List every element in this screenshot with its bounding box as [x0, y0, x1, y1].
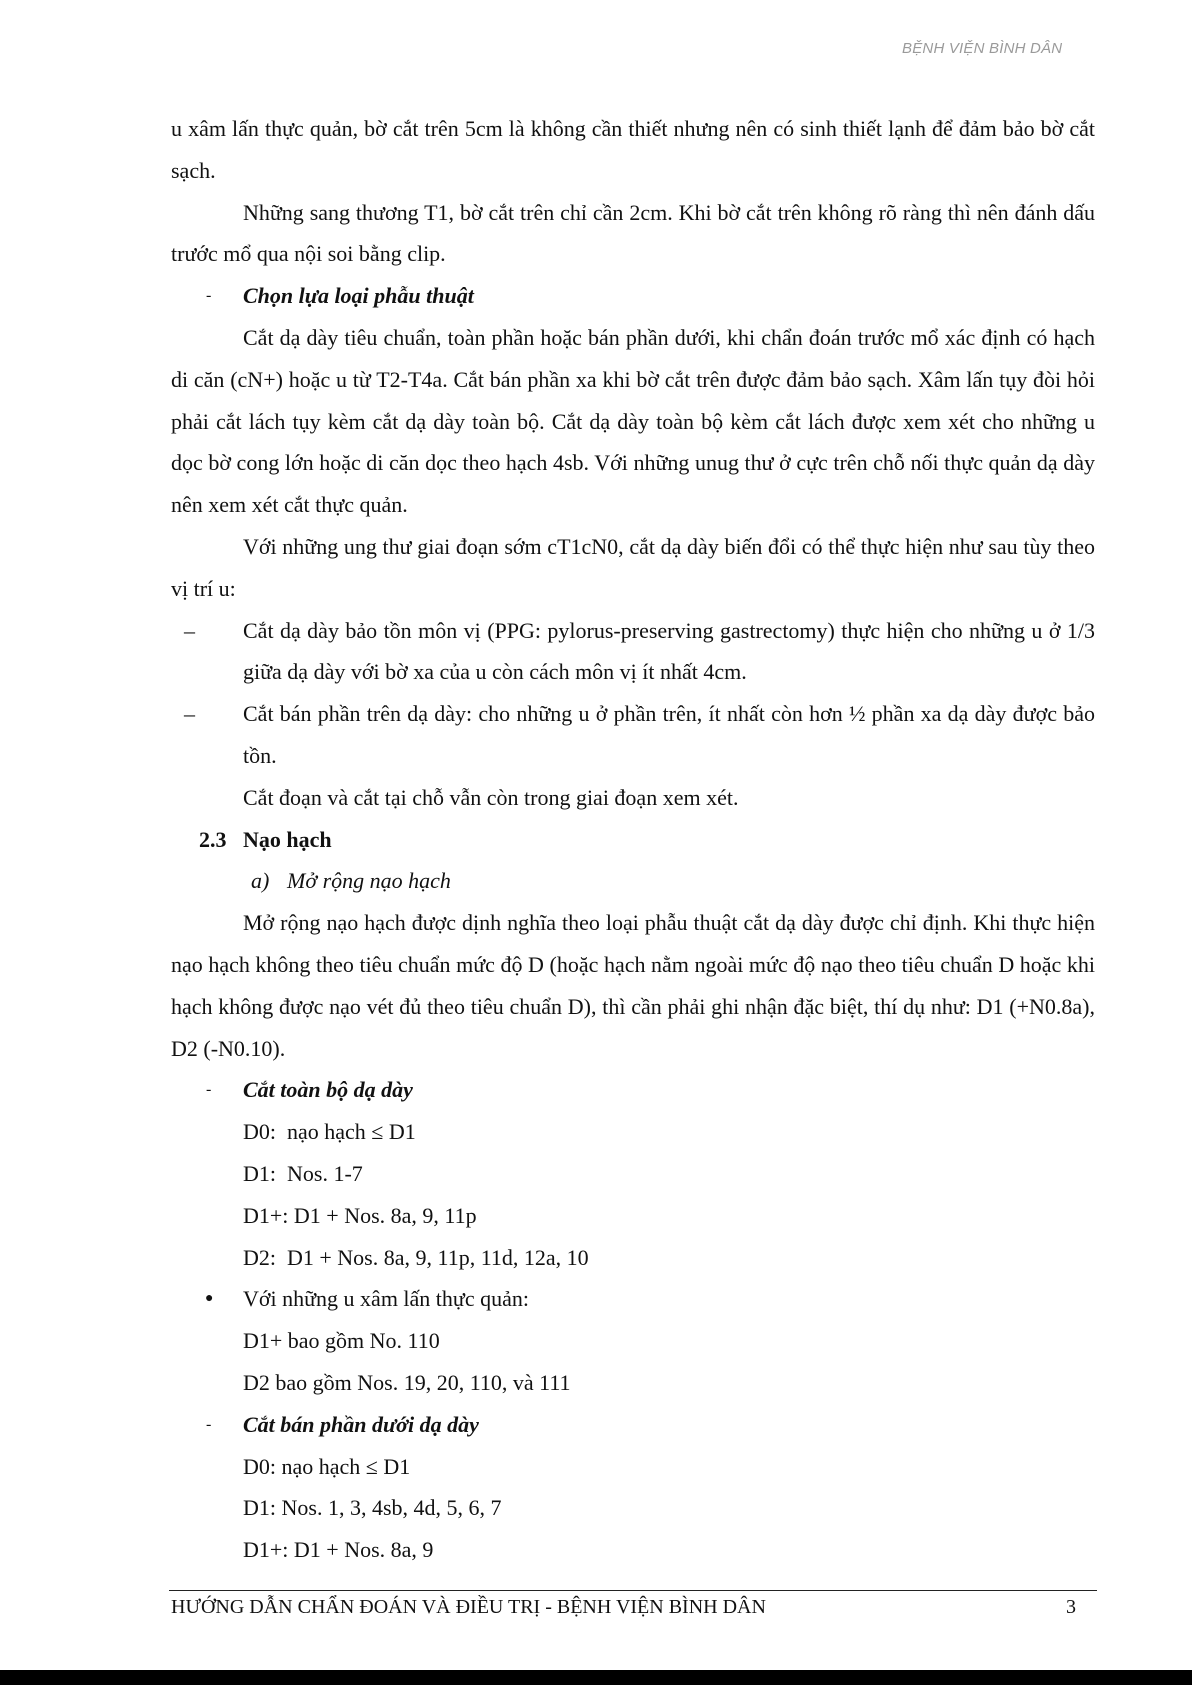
bullet-icon: ● — [205, 1291, 214, 1307]
paragraph-t1-margin: Những sang thương T1, bờ cắt trên chỉ cần 2cm. Khi bờ cắt trên không rõ ràng thì nên đánh dấu trước mổ qua nội soi bằng clip. — [171, 199, 1095, 267]
section-heading-lymphadenectomy — [171, 819, 1095, 861]
list-item: D0: nạo hạch ≤ D1 — [243, 1119, 416, 1145]
list-item-proximal — [171, 693, 1095, 777]
running-header: BỆNH VIỆN BÌNH DÂN — [902, 40, 1063, 57]
section-number: 2.3 — [199, 826, 227, 852]
heading-text: Cắt toàn bộ dạ dày — [243, 1077, 413, 1103]
sub-heading-extent — [171, 860, 1095, 902]
document-body — [171, 108, 1095, 1571]
bullet-text: Với những u xâm lấn thực quản: — [243, 1286, 529, 1312]
paragraph-esophageal-margin: u xâm lấn thực quản, bờ cắt trên 5cm là không cần thiết nhưng nên có sinh thiết lạnh để đảm bảo bờ cắt sạch. — [171, 116, 1095, 183]
heading-text: Cắt bán phần dưới dạ dày — [243, 1411, 479, 1437]
heading-total-gastrectomy — [171, 1069, 1095, 1111]
bottom-edge-bar — [0, 1670, 1192, 1685]
list-item: D2: D1 + Nos. 8a, 9, 11p, 11d, 12a, 10 — [243, 1244, 589, 1270]
list-item-text: Cắt dạ dày bảo tồn môn vị (PPG: pylorus-preserving gastrectomy) thực hiện cho những u ở 1/3 giữa dạ dày với bờ xa của u còn cách môn vị ít nhất 4cm. — [243, 617, 1095, 685]
heading-distal-gastrectomy — [171, 1404, 1095, 1446]
dash-marker: - — [206, 287, 212, 305]
paragraph-early-cancer: Với những ung thư giai đoạn sớm cT1cN0, cắt dạ dày biến đổi có thể thực hiện như sau tùy theo vị trí u: — [171, 533, 1095, 601]
dash-marker: - — [206, 1415, 212, 1433]
list-item: D2 bao gồm Nos. 19, 20, 110, và 111 — [243, 1369, 571, 1395]
list-item: D0: nạo hạch ≤ D1 — [243, 1453, 411, 1479]
list-item: D1+ bao gồm No. 110 — [243, 1328, 440, 1354]
dash-marker: - — [206, 1081, 212, 1099]
page-number: 3 — [1066, 1596, 1076, 1618]
paragraph-segmental: Cắt đoạn và cắt tại chỗ vẫn còn trong giai đoạn xem xét. — [243, 784, 739, 810]
footer-title: HƯỚNG DẪN CHẨN ĐOÁN VÀ ĐIỀU TRỊ - BỆNH VIỆN BÌNH DÂN — [171, 1596, 766, 1618]
paragraph-standard-gastrectomy: Cắt dạ dày tiêu chuẩn, toàn phần hoặc bán phần dưới, khi chẩn đoán trước mổ xác định có hạch di căn (cN+) hoặc u từ T2-T4a. Cắt bán phần xa khi bờ cắt trên được đảm bảo sạch. Xâm lấn tụy đòi hỏi phải cắt lách tụy kèm cắt dạ dày toàn bộ. Cắt dạ dày toàn bộ kèm cắt lách được xem xét cho những u dọc bờ cong lớn hoặc di căn dọc theo hạch 4sb. Với những unug thư ở cực trên chỗ nối thực quản dạ dày nên xem xét cắt thực quản. — [171, 324, 1095, 518]
heading-surgery-choice — [171, 275, 1095, 317]
bullet-esophageal-invasion — [171, 1278, 1095, 1320]
en-dash-marker: – — [184, 701, 195, 727]
list-item-text: Cắt bán phần trên dạ dày: cho những u ở phần trên, ít nhất còn hơn ½ phần xa dạ dày được bảo tồn. — [243, 701, 1095, 768]
list-item: D1: Nos. 1, 3, 4sb, 4d, 5, 6, 7 — [243, 1495, 502, 1521]
footer-divider — [169, 1590, 1097, 1591]
sub-title: Mở rộng nạo hạch — [287, 868, 451, 894]
paragraph-extent-definition: Mở rộng nạo hạch được dịnh nghĩa theo loại phẫu thuật cắt dạ dày được chỉ định. Khi thực hiện nạo hạch không theo tiêu chuẩn mức độ D (hoặc hạch nằm ngoài mức độ nạo theo tiêu chuẩn D hoặc khi hạch không được nạo vét đủ theo tiêu chuẩn D), thì cần phải ghi nhận đặc biệt, thí dụ như: D1 (+N0.8a), D2 (-N0.10). — [171, 910, 1095, 1061]
sub-number: a) — [251, 868, 270, 894]
list-item-ppg — [171, 610, 1095, 694]
en-dash-marker: – — [184, 617, 195, 643]
list-item: D1+: D1 + Nos. 8a, 9, 11p — [243, 1202, 477, 1228]
list-item: D1: Nos. 1-7 — [243, 1160, 363, 1186]
section-title: Nạo hạch — [243, 826, 332, 852]
heading-text: Chọn lựa loại phẫu thuật — [243, 283, 474, 309]
list-item: D1+: D1 + Nos. 8a, 9 — [243, 1537, 434, 1563]
